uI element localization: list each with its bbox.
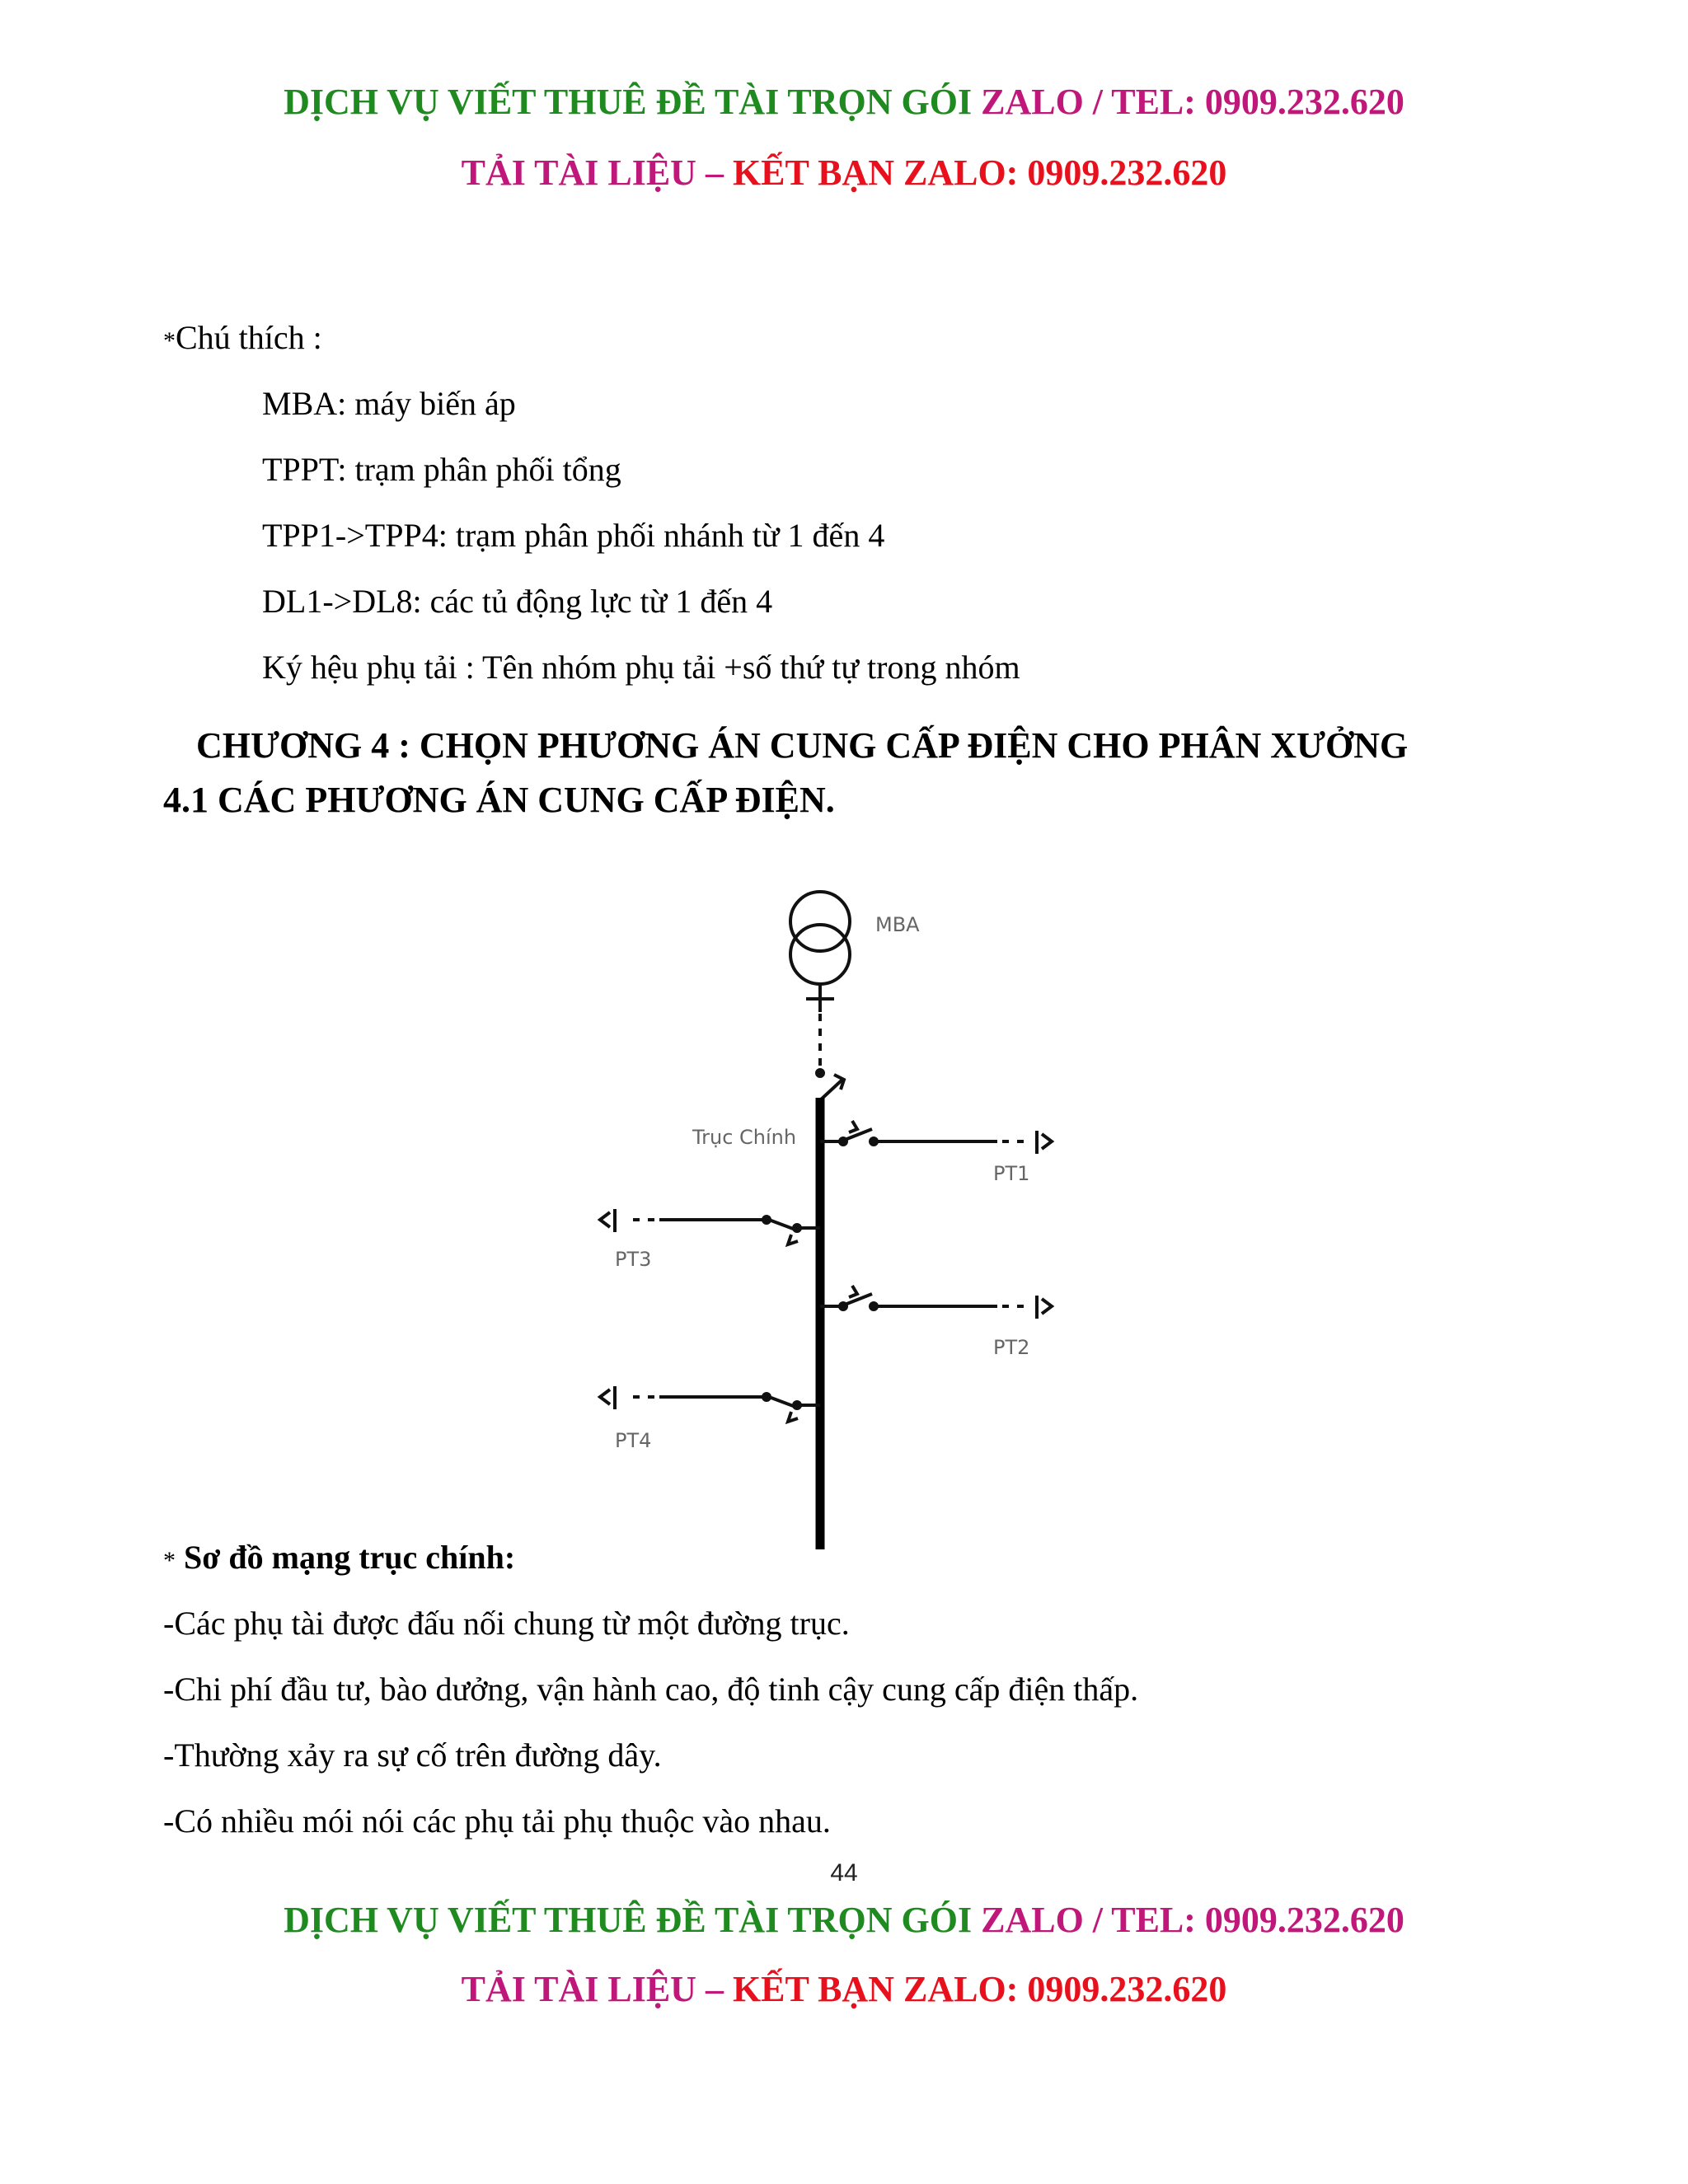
header-banner-line-1 [0, 79, 1688, 125]
banner-zalo-text: KẾT BẠN ZALO: 0909.232.620 [732, 152, 1227, 193]
bus-label: Trục Chính [692, 1126, 797, 1149]
branch-pt2 [820, 1286, 1052, 1319]
note-item-1: -Các phụ tài được đấu nối chung từ một đường trục. [163, 1605, 850, 1642]
page-number: 44 [830, 1859, 858, 1886]
transformer-primary-winding [790, 892, 850, 951]
legend-item-tppt: TPPT: trạm phân phối tổng [262, 451, 621, 488]
footer-banner-line-1 [0, 1897, 1688, 1943]
legend-title-text: Chú thích : [176, 319, 322, 356]
branch-pt4 [600, 1386, 820, 1422]
banner-contact-text: ZALO / TEL: 0909.232.620 [981, 82, 1404, 122]
load-label-pt4: PT4 [615, 1429, 652, 1452]
branch-pt1 [820, 1121, 1052, 1154]
legend-item-load-symbol: Ký hệu phụ tải : Tên nhóm phụ tải +số thứ tự trong nhóm [262, 649, 1020, 686]
load-label-pt1: PT1 [993, 1162, 1030, 1185]
legend-item-dl: DL1->DL8: các tủ động lực từ 1 đến 4 [262, 583, 773, 620]
banner-service-text: DỊCH VỤ VIẾT THUÊ ĐỀ TÀI TRỌN GÓI [284, 82, 973, 122]
footer-zalo-text: KẾT BẠN ZALO: 0909.232.620 [732, 1969, 1227, 2009]
main-feeder-diagram [569, 882, 1113, 1558]
note-item-4: -Có nhiều mói nói các phụ tải phụ thuộc vào nhau. [163, 1802, 831, 1840]
transformer-label: MBA [875, 913, 920, 936]
legend-item-tpp: TPP1->TPP4: trạm phân phối nhánh từ 1 đến 4 [262, 517, 885, 554]
load-label-pt2: PT2 [993, 1336, 1030, 1359]
section-heading: 4.1 CÁC PHƯƠNG ÁN CUNG CẤP ĐIỆN. [163, 780, 835, 820]
main-switch-contact [817, 1070, 823, 1076]
footer-download-text: TẢI TÀI LIỆU – [461, 1969, 724, 2009]
notes-star: * [163, 1547, 176, 1574]
transformer-secondary-winding [790, 925, 850, 984]
legend-title [163, 318, 322, 361]
notes-title [163, 1538, 515, 1581]
header-banner-line-2 [0, 150, 1688, 196]
legend-star: * [163, 327, 176, 354]
footer-banner-line-2 [0, 1966, 1688, 2013]
load-label-pt3: PT3 [615, 1248, 652, 1271]
banner-download-text: TẢI TÀI LIỆU – [461, 152, 724, 193]
note-item-2: -Chi phí đầu tư, bào dưởng, vận hành cao, độ tinh cậy cung cấp điện thấp. [163, 1671, 1139, 1708]
note-item-3: -Thường xảy ra sự cố trên đường dây. [163, 1736, 662, 1774]
notes-title-text: Sơ đồ mạng trục chính: [184, 1539, 516, 1576]
legend-item-mba: MBA: máy biến áp [262, 385, 516, 422]
branch-pt3 [600, 1209, 820, 1244]
footer-service-text: DỊCH VỤ VIẾT THUÊ ĐỀ TÀI TRỌN GÓI [284, 1900, 973, 1940]
footer-contact-text: ZALO / TEL: 0909.232.620 [981, 1900, 1404, 1940]
chapter-heading: CHƯƠNG 4 : CHỌN PHƯƠNG ÁN CUNG CẤP ĐIỆN CHO PHÂN XƯỞNG [196, 725, 1409, 766]
main-breaker-blade [820, 1080, 842, 1100]
